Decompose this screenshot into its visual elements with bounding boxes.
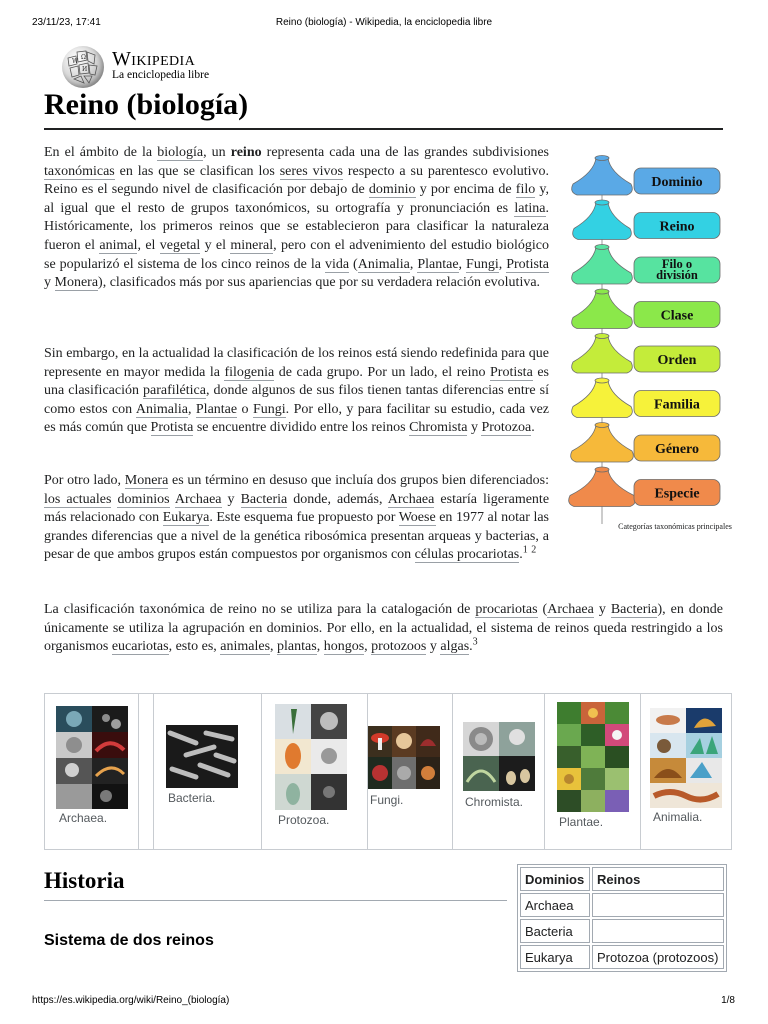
article-link[interactable]: dominio: [368, 182, 416, 198]
text-run: ), en donde únicamente se utiliza la agrupación en dominios. Por ello, en la actualidad, el sistema de reinos queda restringido a los organismos: [44, 602, 724, 655]
gallery-item-bacteria-main[interactable]: [154, 694, 262, 849]
print-footer: [0, 995, 768, 1009]
taxonomy-bell-cap: [595, 423, 609, 428]
table-header-reinos: Reinos: [592, 867, 724, 891]
text-run: y por encima de: [415, 182, 516, 198]
subsection-heading-dos-reinos: Sistema de dos reinos: [44, 932, 214, 949]
article-link[interactable]: Protista: [490, 364, 533, 380]
protozoa-image[interactable]: [275, 704, 347, 810]
text-run: y: [221, 491, 241, 507]
text-run: representa cada una de las grandes subdivisiones: [261, 145, 550, 160]
taxonomy-rank-3[interactable]: [572, 245, 720, 285]
text-run: y: [467, 420, 482, 436]
taxonomy-bell-cap: [595, 289, 609, 294]
article-link[interactable]: hongos: [323, 639, 365, 655]
animalia-image[interactable]: [650, 708, 722, 808]
article-link[interactable]: Plantae: [417, 256, 459, 272]
paragraph-redefinition: [44, 345, 549, 438]
text-run: ), clasificados más por sus apariencias que por su verdadera relación evolutiva.: [98, 275, 541, 291]
taxonomy-rank-1[interactable]: [572, 156, 720, 196]
section-divider: [44, 900, 507, 901]
taxonomy-bell-cap: [595, 378, 609, 383]
taxonomy-bell-shape: [572, 158, 633, 195]
article-link[interactable]: animales: [220, 639, 271, 655]
print-page-number: 1/8: [721, 995, 735, 1006]
kingdoms-gallery: [44, 693, 732, 850]
taxonomy-rank-label: Familia: [654, 397, 700, 413]
reference-marker[interactable]: 1: [522, 544, 528, 556]
wikipedia-wordmark: Wikipedia: [112, 48, 196, 70]
text-run: en las que se clasifican los: [114, 163, 280, 179]
taxonomy-ranks-figure[interactable]: [560, 150, 725, 550]
article-link[interactable]: Protista: [506, 256, 550, 272]
article-link[interactable]: protozoos: [371, 639, 427, 655]
taxonomy-bell-shape: [573, 203, 632, 240]
table-header-dominios: Dominios: [520, 867, 590, 891]
article-link[interactable]: seres vivos: [279, 163, 343, 179]
taxonomy-rank-label: Clase: [660, 308, 694, 324]
text-run: ,: [270, 639, 278, 655]
archaea-caption: Archaea.: [59, 811, 108, 825]
text-run: ,: [187, 401, 196, 417]
taxonomy-rank-6[interactable]: [572, 378, 720, 418]
taxonomy-rank-8[interactable]: [569, 467, 720, 507]
text-run: , pero con el advenimiento del estudio biológico se popularizó el sistema de los cinco reinos de la: [44, 237, 549, 272]
taxonomy-bell-cap: [595, 245, 609, 250]
text-run: En el ámbito de la: [44, 145, 158, 160]
plantae-caption: Plantae.: [559, 815, 604, 829]
article-link[interactable]: Woese: [398, 510, 436, 526]
table-header-row: [520, 867, 724, 891]
text-run: y el: [200, 237, 231, 253]
taxonomy-bell-shape: [571, 425, 634, 462]
article-link[interactable]: taxonómicas: [44, 163, 115, 179]
article-link[interactable]: vida: [324, 256, 350, 272]
text-run: La clasificación taxonómica de reino no se utiliza para la catalogación de: [44, 602, 476, 617]
text-run: es una clasificación: [44, 364, 549, 399]
taxonomy-rank-label: Filo o: [661, 257, 693, 271]
table-row: [520, 893, 724, 917]
text-run: .: [469, 639, 473, 655]
article-link[interactable]: procariotas: [475, 602, 538, 617]
wikipedia-logo[interactable]: [60, 44, 260, 90]
text-run: , el: [137, 237, 160, 253]
svg-text:И: И: [82, 66, 88, 73]
print-header: [0, 17, 768, 31]
article-link[interactable]: eucariotas: [111, 639, 169, 655]
taxonomy-rank-label: Orden: [657, 353, 697, 368]
table-cell-kingdom[interactable]: Protozoa (protozoos): [592, 945, 724, 969]
taxonomy-bell-cap: [595, 156, 609, 161]
article-link[interactable]: Bacteria: [240, 491, 288, 507]
article-link[interactable]: plantas: [277, 639, 317, 655]
taxonomy-bell-cap: [595, 200, 609, 205]
article-link[interactable]: algas: [440, 639, 470, 655]
text-run: y: [593, 602, 611, 617]
text-run: ,: [316, 639, 324, 655]
article-link[interactable]: Bacteria: [610, 602, 658, 617]
reference-marker[interactable]: 3: [472, 636, 478, 648]
text-run: se encuentre dividido entre los reinos: [193, 420, 410, 436]
article-link[interactable]: filogenia: [224, 364, 275, 380]
print-page-title: Reino (biología) - Wikipedia, la enciclopedia libre: [275, 17, 493, 28]
article-link[interactable]: Protista: [150, 420, 194, 436]
text-run: (: [537, 602, 548, 617]
article-link[interactable]: Archaea: [387, 491, 435, 507]
taxonomy-rank-label: Reino: [659, 219, 695, 235]
text-run: , donde algunos de sus filos tienen tantas diferencias entre sí como estos con: [44, 383, 550, 417]
section-heading-historia: Historia: [44, 868, 125, 893]
text-run: ,: [409, 256, 418, 272]
taxonomy-figure-caption: Categorías taxonómicas principales: [618, 522, 732, 531]
taxonomy-rank-4[interactable]: [572, 289, 720, 329]
text-run: o: [237, 401, 253, 417]
article-link[interactable]: células procariotas: [414, 547, 520, 563]
taxonomy-rank-label: Dominio: [651, 175, 703, 190]
taxonomy-rank-2[interactable]: [573, 200, 720, 240]
text-run: .: [519, 547, 523, 563]
text-run: Sin embargo, en la actualidad la clasificación de los reinos está siendo redefinida para que represente en mayor medida la: [44, 346, 549, 380]
table-cell-kingdom: [592, 893, 724, 917]
table-cell-domain[interactable]: Bacteria: [520, 919, 590, 943]
article-link[interactable]: Protozoa: [481, 420, 532, 436]
print-url: https://es.wikipedia.org/wiki/Reino_(biología): [32, 995, 230, 1006]
bold-term: reino: [230, 145, 262, 160]
page-title: Reino (biología): [44, 88, 249, 121]
article-link[interactable]: Chromista: [409, 420, 468, 436]
svg-text:W: W: [72, 58, 79, 65]
paragraph-eukaryotes: [44, 601, 723, 657]
text-run: estaría ligeramente más relacionado con: [44, 491, 550, 526]
paragraph-monera: [44, 472, 549, 565]
text-run: de cada grupo. Por un lado, el reino: [274, 364, 490, 380]
article-link[interactable]: Animalia: [135, 401, 188, 417]
text-run: ,: [364, 639, 372, 655]
chromista-caption: Chromista.: [465, 795, 524, 809]
text-run: es un término en desuso que incluía dos grupos bien diferenciados:: [168, 473, 549, 488]
protozoa-caption: Protozoa.: [278, 813, 330, 827]
taxonomy-bell-shape: [572, 247, 633, 284]
table-row: [520, 919, 724, 943]
text-run: , esto es,: [168, 639, 221, 655]
article-link[interactable]: Animalia: [357, 256, 410, 272]
article-link[interactable]: filo: [515, 182, 536, 198]
svg-text:Ω: Ω: [81, 54, 86, 61]
article-link[interactable]: los actuales: [44, 491, 112, 507]
animalia-caption: Animalia.: [653, 810, 703, 824]
table-row: [520, 945, 724, 969]
text-run: Por otro lado,: [44, 473, 125, 488]
text-run: (: [349, 256, 358, 272]
taxonomy-bell-shape: [572, 336, 633, 373]
article-link[interactable]: parafilética: [143, 383, 206, 399]
text-run: y: [426, 639, 441, 655]
gallery-item-animalia[interactable]: [641, 694, 731, 849]
taxonomy-bell-cap: [595, 467, 609, 472]
fungi-caption: Fungi.: [370, 793, 404, 807]
reference-marker[interactable]: 2: [531, 544, 537, 556]
print-datetime: 23/11/23, 17:41: [32, 17, 101, 28]
taxonomy-bell-shape: [569, 470, 636, 507]
article-link[interactable]: Archaea: [174, 491, 222, 507]
gallery-item-archaea[interactable]: [45, 694, 139, 849]
text-run: en 1977 al notar las grandes diferencias que a nivel de la genética ribosómica presentan arqueas y bacterias, a pesar de que ambos grupos están compuestos por organismos con: [44, 510, 549, 563]
domains-kingdoms-table: [517, 864, 727, 972]
gallery-item-chromista[interactable]: [453, 694, 545, 849]
text-run: . Históricamente, los primeros reinos que se establecieron para clasificar la naturaleza fueron el: [44, 200, 549, 253]
gallery-item-plantae[interactable]: [545, 694, 641, 849]
article-link[interactable]: dominios: [117, 491, 170, 507]
article-link[interactable]: Plantae: [195, 401, 238, 417]
taxonomy-rank-5[interactable]: [572, 334, 720, 374]
article-link[interactable]: Eukarya: [162, 510, 210, 526]
gallery-item-protozoa[interactable]: [262, 694, 368, 849]
taxonomy-rank-label: división: [656, 268, 698, 282]
table-cell-kingdom: [592, 919, 724, 943]
plantae-image[interactable]: [557, 702, 629, 812]
fungi-image[interactable]: [368, 726, 440, 789]
text-run: . Este esquema fue propuesto por: [209, 510, 399, 526]
taxonomy-rank-7[interactable]: [571, 423, 720, 463]
chromista-image[interactable]: [463, 722, 535, 791]
gallery-item-bacteria[interactable]: [139, 694, 154, 849]
gallery-item-fungi[interactable]: [368, 694, 453, 849]
text-run: . Por ello, y para facilitar su estudio, cada vez es más común que: [44, 401, 550, 436]
text-run: ,: [498, 256, 507, 272]
text-run: ,: [458, 256, 467, 272]
article-link[interactable]: Fungi: [252, 401, 286, 417]
article-link[interactable]: biología: [157, 145, 204, 160]
taxonomy-rank-label: Especie: [654, 486, 700, 502]
article-link[interactable]: mineral: [230, 237, 274, 253]
taxonomy-bell-shape: [572, 292, 633, 329]
text-run: .: [531, 420, 535, 436]
article-link[interactable]: Archaea: [547, 602, 594, 617]
wikipedia-tagline: La enciclopedia libre: [112, 69, 210, 81]
article-link[interactable]: animal: [99, 237, 138, 253]
article-link[interactable]: Monera: [54, 275, 99, 291]
article-link[interactable]: Fungi: [466, 256, 499, 272]
text-run: y: [44, 275, 55, 291]
title-divider: [44, 128, 723, 130]
paragraph-intro: [44, 144, 549, 293]
archaea-image[interactable]: [56, 706, 128, 809]
taxonomy-bell-shape: [572, 381, 633, 418]
bacteria-image[interactable]: [166, 725, 238, 788]
table-cell-domain[interactable]: Archaea: [520, 893, 590, 917]
text-run: respecto a su parentesco evolutivo. Reino es el segundo nivel de clasificación por debajo de: [44, 163, 549, 198]
article-link[interactable]: latina: [514, 200, 546, 216]
article-link[interactable]: Monera: [124, 473, 169, 488]
text-run: donde, además,: [287, 491, 388, 507]
text-run: y, al igual que el resto de grupos taxonómicos, su ortografía y pronunciación es: [44, 182, 550, 216]
taxonomy-bell-cap: [595, 334, 609, 339]
taxonomy-rank-label: Género: [654, 442, 700, 457]
table-cell-domain[interactable]: Eukarya: [520, 945, 590, 969]
text-run: , un: [203, 145, 231, 160]
bacteria-caption: Bacteria.: [168, 791, 216, 805]
article-link[interactable]: vegetal: [159, 237, 201, 253]
wikipedia-globe-icon: [62, 46, 104, 88]
